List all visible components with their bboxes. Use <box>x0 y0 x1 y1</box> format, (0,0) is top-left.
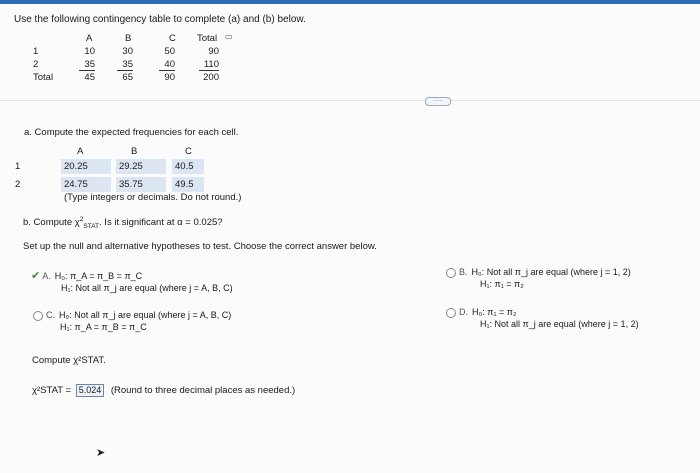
option-c-h0: H₀: Not all π_j are equal (where j = A, B, C) <box>59 310 232 320</box>
ct-cell: 10 <box>84 46 95 57</box>
ef-answer-field[interactable]: 35.75 <box>116 177 166 192</box>
ef-header-c: C <box>185 146 192 157</box>
ef-answer-field[interactable]: 29.25 <box>116 159 166 174</box>
question-text: Use the following contingency table to complete (a) and (b) below. <box>14 14 306 25</box>
ef-answer-field[interactable]: 49.5 <box>172 177 204 192</box>
ct-header-total: Total <box>197 33 218 44</box>
radio-c[interactable] <box>33 311 43 321</box>
ct-cell: 35 <box>117 59 133 71</box>
part-b-sup: 2 <box>79 216 84 223</box>
section-divider <box>0 100 700 101</box>
option-d-letter: D. <box>459 307 468 317</box>
ef-header-b: B <box>131 146 138 157</box>
hypotheses-instruction: Set up the null and alternative hypotheses to test. Choose the correct answer below. <box>23 241 377 252</box>
ef-answer-field[interactable]: 40.5 <box>172 159 204 174</box>
option-b-letter: B. <box>459 267 468 277</box>
chi-hint: (Round to three decimal places as needed.) <box>110 385 296 396</box>
ct-row-label-1: 1 <box>33 46 39 57</box>
copy-table-icon[interactable]: ▭ <box>225 32 233 41</box>
ct-cell: 45 <box>84 72 95 83</box>
part-a-title: a. Compute the expected frequencies for each cell. <box>24 127 239 138</box>
ef-header-a: A <box>77 146 84 157</box>
option-a[interactable] <box>31 270 233 294</box>
radio-b[interactable] <box>446 268 456 278</box>
ct-cell: 35 <box>79 59 95 71</box>
ct-cell: 90 <box>164 72 175 83</box>
part-b-title <box>23 216 223 230</box>
option-b-h0: H₀: Not all π_j are equal (where j = 1, 2) <box>471 267 631 277</box>
part-b-prefix: b. Compute χ <box>23 217 80 229</box>
ef-answer-field[interactable]: 24.75 <box>61 177 111 192</box>
option-c-letter: C. <box>46 310 55 320</box>
ct-cell: 110 <box>199 59 219 71</box>
option-d-h0: H₀: π₁ = π₂ <box>472 307 517 317</box>
chi-square-answer-line <box>32 384 295 397</box>
ct-header-c: C <box>169 33 176 44</box>
option-c[interactable] <box>33 309 231 333</box>
compute-label: Compute χ²STAT. <box>32 355 106 366</box>
option-d[interactable] <box>446 306 639 330</box>
option-a-h0: H₀: π_A = π_B = π_C <box>54 271 143 281</box>
top-accent-bar <box>0 0 700 4</box>
ct-cell: 40 <box>159 59 175 71</box>
ct-cell: 30 <box>122 46 133 57</box>
ct-row-label-total: Total <box>33 72 54 83</box>
part-a-note: (Type integers or decimals. Do not round.) <box>64 192 242 203</box>
chi-square-answer-field[interactable]: 5.024 <box>76 384 105 397</box>
radio-d[interactable] <box>446 308 456 318</box>
option-a-letter: A. <box>42 271 51 281</box>
option-b-h1: H₁: π₁ = π₂ <box>480 279 524 289</box>
option-c-h1: H₁: π_A = π_B = π_C <box>60 322 147 332</box>
chi-label: χ²STAT = <box>32 385 72 396</box>
expand-more-button[interactable]: ····· <box>425 97 451 106</box>
ef-row-label-2: 2 <box>15 179 21 190</box>
option-b[interactable] <box>446 266 631 290</box>
ct-cell: 90 <box>208 46 219 57</box>
ct-cell: 200 <box>203 72 219 83</box>
option-d-h1: H₁: Not all π_j are equal (where j = 1, 2) <box>480 319 639 329</box>
option-a-h1: H₁: Not all π_j are equal (where j = A, B, C) <box>61 283 233 293</box>
selected-check-icon: ✔ <box>31 270 41 282</box>
ct-header-b: B <box>125 33 132 44</box>
mouse-cursor-icon: ➤ <box>96 447 106 459</box>
ef-answer-field[interactable]: 20.25 <box>61 159 111 174</box>
ct-header-a: A <box>86 33 93 44</box>
part-b-sub: STAT <box>83 223 100 231</box>
part-b-suffix: . Is it significant at α = 0.025? <box>99 217 223 229</box>
ct-row-label-2: 2 <box>33 59 39 70</box>
ct-cell: 65 <box>122 72 133 83</box>
ct-cell: 50 <box>164 46 175 57</box>
ef-row-label-1: 1 <box>15 161 21 172</box>
